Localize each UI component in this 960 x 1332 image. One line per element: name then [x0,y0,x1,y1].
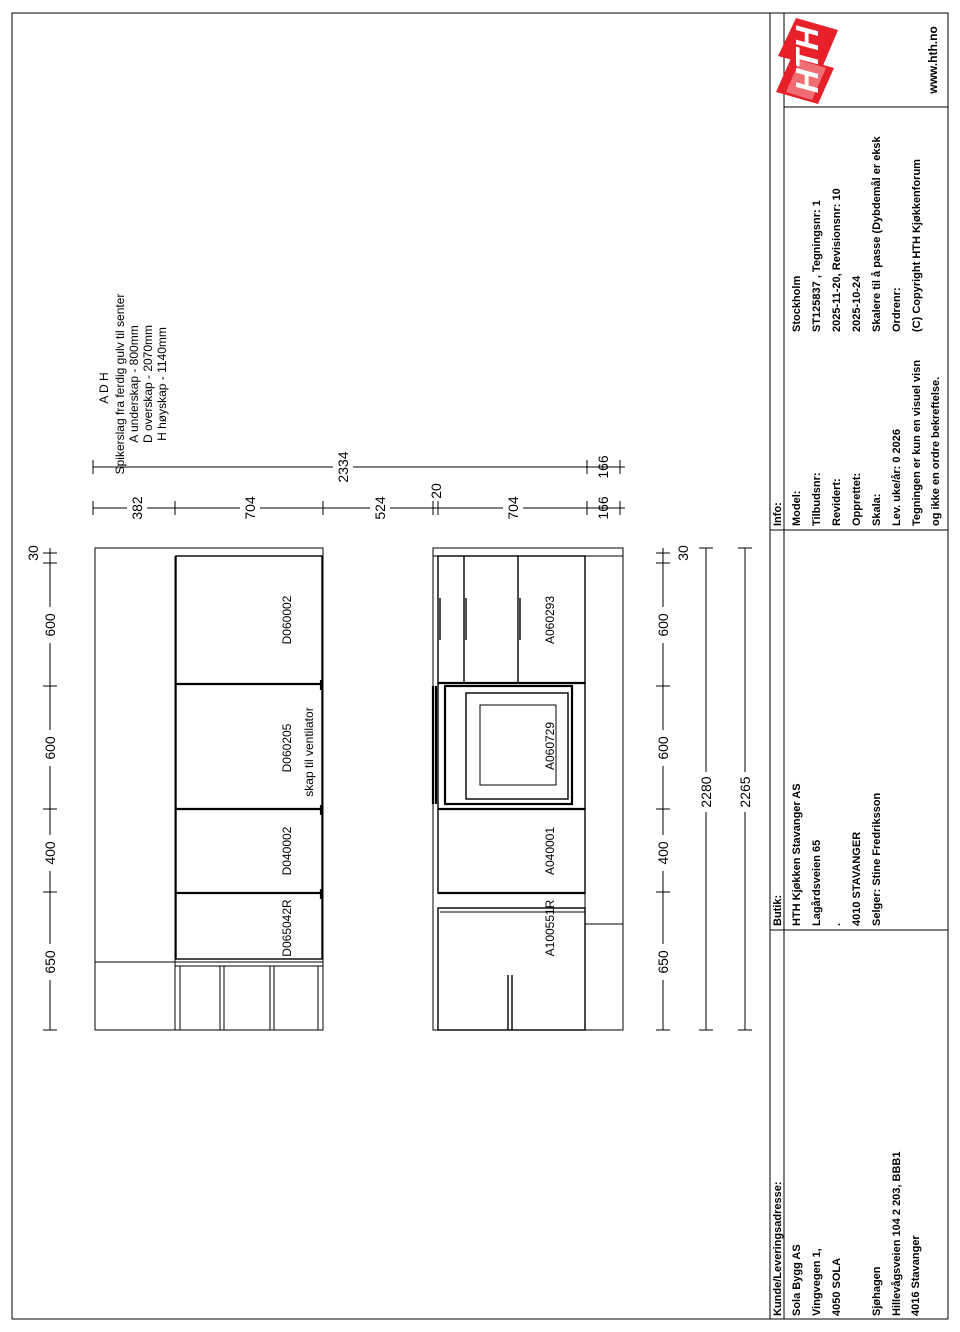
info-value-model: Stockholm [791,275,803,332]
left-dim-600b: 600 [42,613,58,637]
cabinet-label-D040002: D040002 [280,826,294,876]
left-width-dimensions [25,545,60,1030]
title-block [770,13,948,1319]
right-dim-600b: 600 [655,613,671,637]
height-dim-524: 524 [372,496,388,520]
cabinet-note-ventilator: skap til ventilator [302,707,316,797]
info-label-opprettet: Opprettet: [851,472,863,526]
height-dim-382: 382 [129,496,145,520]
page-border [12,13,948,1319]
info-value-copyright: (C) Copyright HTH Kjøkkenforum [911,159,923,332]
info-label-revidert: Revidert: [831,478,843,526]
cabinet-label-D065042R: D065042R [280,899,294,957]
height-dim-166b: 166 [595,455,611,479]
upper-cabinets [176,556,322,959]
info-label-model: Model: [791,490,803,526]
info-label-tilbudsnr: Tilbudsnr: [811,472,823,526]
height-dim-704a: 704 [242,496,258,520]
customer-line-5: Sjøhagen [871,1266,883,1316]
customer-line-7: 4016 Stavanger [910,1235,922,1316]
customer-heading: Kunde/Leveringsadresse: [772,1181,784,1316]
customer-line-3: 4050 SOLA [831,1257,843,1316]
store-line-5: Selger: Stine Fredriksson [871,792,883,926]
store-heading: Butik: [772,894,784,926]
hth-logo-text: HTH [789,21,825,97]
info-value-ordrenr: Ordrenr: [891,287,903,332]
lower-wall-elevation [433,548,623,1030]
store-line-3: . [831,922,843,926]
cabinet-label-D060205: D060205 [280,723,294,773]
info-value-opprettet: 2025-10-24 [851,275,863,332]
store-line-1: HTH Kjøkken Stavanger AS [791,783,803,926]
cabinet-label-D060002: D060002 [280,595,294,645]
notes-line-2: A underskap - 800mm [127,325,141,443]
info-disclaimer-1: Tegningen er kun en visuel visn [911,359,923,526]
left-dim-650: 650 [42,950,58,974]
right-dim-400: 400 [655,841,671,865]
total-dim-2280: 2280 [698,776,714,808]
cabinet-label-A100551R: A100551R [543,899,557,957]
notes-line-3: D overskap - 2070mm [141,324,155,444]
cabinet-label-A060729: A060729 [543,721,557,771]
legend-notes [97,294,169,475]
cabinet-label-A040001: A040001 [543,826,557,876]
height-dim-20: 20 [428,483,444,499]
height-dimensions [93,448,625,524]
info-value-revidert: 2025-11-20, Revisionsnr: 10 [831,188,843,332]
left-dim-600a: 600 [42,736,58,760]
info-value-skala: Skalere til å passe (Dybdemål er eksk [871,136,883,332]
info-label-lev: Lev. uke/år: 0 2026 [891,428,903,526]
notes-line-4: H høyskap - 1140mm [155,327,169,441]
customer-line-1: Sola Bygg AS [791,1244,803,1316]
cabinet-label-A060293: A060293 [543,595,557,645]
store-line-2: Lagårdsveien 65 [811,839,823,926]
right-dim-600a: 600 [655,736,671,760]
height-dim-704b: 704 [505,496,521,520]
right-dim-650: 650 [655,950,671,974]
hth-logo [776,18,838,104]
info-disclaimer-2: og ikke en ordre bekreftelse. [930,376,942,526]
left-dim-30: 30 [25,545,41,561]
website-link[interactable]: www.hth.no [926,26,940,94]
lower-cabinets [433,556,585,1030]
height-dim-166a: 166 [595,496,611,520]
notes-header: A D H [97,372,111,404]
info-value-tilbudsnr: ST125837 , Tegningsnr: 1 [811,200,823,332]
customer-line-2: Vingvegen 1, [811,1248,823,1316]
notes-line-1: Spikerslag fra ferdig gulv til senter [113,293,127,475]
store-line-4: 4010 STAVANGER [851,831,863,926]
customer-line-6: Hillevågsveien 104 2 203, BBB1 [891,1151,903,1316]
right-dim-30: 30 [675,545,691,561]
info-heading: Info: [772,502,784,526]
total-dim-2265: 2265 [737,776,753,808]
height-dim-2334: 2334 [335,451,351,483]
right-width-dimensions [653,545,755,1030]
left-dim-400: 400 [42,841,58,865]
info-label-skala: Skala: [871,493,883,526]
